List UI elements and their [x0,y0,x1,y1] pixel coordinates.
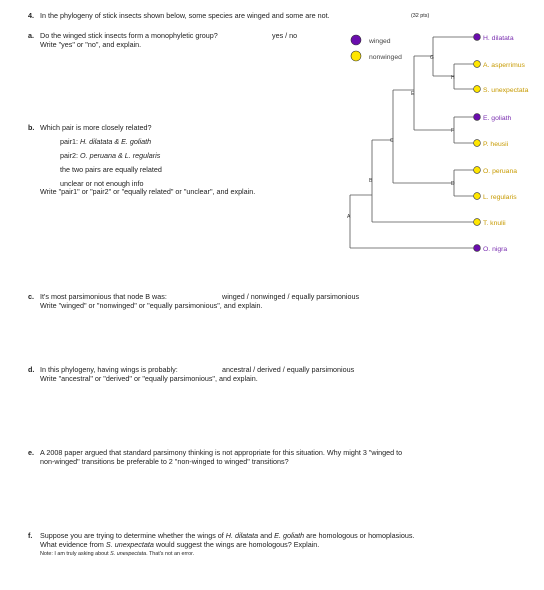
node-label-g: G [430,55,434,61]
tip-label-l-regularis: L. regularis [483,194,517,201]
part-c-instructions: Write "winged" or "nonwinged" or "equally parsimonious", and explain. [40,301,263,310]
legend-nonwinged-label: nonwinged [369,54,402,61]
tip-label-s-unexpectata: S. unexpectata [483,87,529,94]
node-label-c: C [390,138,394,144]
node-label-h: H [451,75,455,81]
part-b-option-unclear: unclear or not enough info [60,179,144,188]
node-label-d: D [451,181,455,187]
node-label-a: A [347,214,351,220]
legend-winged-marker [351,35,361,45]
part-f-note: Note: I am truly asking about S. unexpectata. That's not an error. [40,551,195,557]
part-b-question: Which pair is more closely related? [40,123,152,132]
part-a-question: Do the winged stick insects form a monophyletic group? [40,31,218,40]
part-b-instructions: Write "pair1" or "pair2" or "equally related" or "unclear", and explain. [40,187,256,196]
tip-marker-e-goliath [474,114,481,121]
tip-marker-h-dilatata [474,34,481,41]
part-a-instructions: Write "yes" or "no", and explain. [40,40,142,49]
tree-branches [350,37,476,248]
part-c-question: It's most parsimonious that node B was: [40,292,167,301]
part-f-line2: What evidence from S. unexpectata would suggest the wings are homologous? Explain. [40,540,320,549]
tip-marker-o-nigra [474,245,481,252]
part-b-pair1: pair1: H. dilatata & E. goliath [60,137,152,146]
tip-label-p-heusii: P. heusii [483,141,509,148]
part-e-line1: A 2008 paper argued that standard parsimony thinking is not appropriate for this situation. Why might 3 "winged to [40,448,403,457]
part-d-question: In this phylogeny, having wings is probably: [40,365,178,374]
question-number: 4. [28,11,34,20]
tip-label-o-nigra: O. nigra [483,246,508,253]
tip-label-t-knulii: T. knulii [483,220,506,227]
tip-marker-s-unexpectata [474,86,481,93]
tree-tips [474,34,529,253]
node-label-b: B [369,178,373,184]
part-a-letter: a. [28,31,34,40]
part-c-choices: winged / nonwinged / equally parsimonious [222,292,360,301]
tip-marker-l-regularis [474,193,481,200]
tip-label-a-asperrimus: A. asperrimus [483,62,525,69]
tip-label-h-dilatata: H. dilatata [483,35,514,42]
question-intro: In the phylogeny of stick insects shown below, some species are winged and some are not. [40,11,330,20]
part-c-letter: c. [28,292,34,301]
tip-label-e-goliath: E. goliath [483,115,512,122]
points-label: (32 pts) [411,13,430,19]
part-f-line1: Suppose you are trying to determine whether the wings of H. dilatata and E. goliath are homologous or homoplasious. [40,531,415,540]
part-e-line2: non-winged" transitions be preferable to 2 "non-winged to winged" transitions? [40,457,289,466]
tip-marker-t-knulii [474,219,481,226]
part-f-letter: f. [28,531,33,540]
tip-marker-a-asperrimus [474,61,481,68]
part-b-option-equal: the two pairs are equally related [60,165,162,174]
part-b-pair2: pair2: O. peruana & L. regularis [60,151,161,160]
part-b-letter: b. [28,123,35,132]
tip-marker-o-peruana [474,167,481,174]
part-d-instructions: Write "ancestral" or "derived" or "equally parsimonious", and explain. [40,374,258,383]
part-d-letter: d. [28,365,35,374]
part-a-choices: yes / no [272,31,298,40]
node-label-f: F [451,128,455,134]
tip-marker-p-heusii [474,140,481,147]
legend-nonwinged-marker [351,51,361,61]
part-e-letter: e. [28,448,34,457]
legend-winged-label: winged [369,38,391,45]
part-d-choices: ancestral / derived / equally parsimonious [222,365,355,374]
tip-label-o-peruana: O. peruana [483,168,518,175]
node-label-e: E [411,91,415,97]
